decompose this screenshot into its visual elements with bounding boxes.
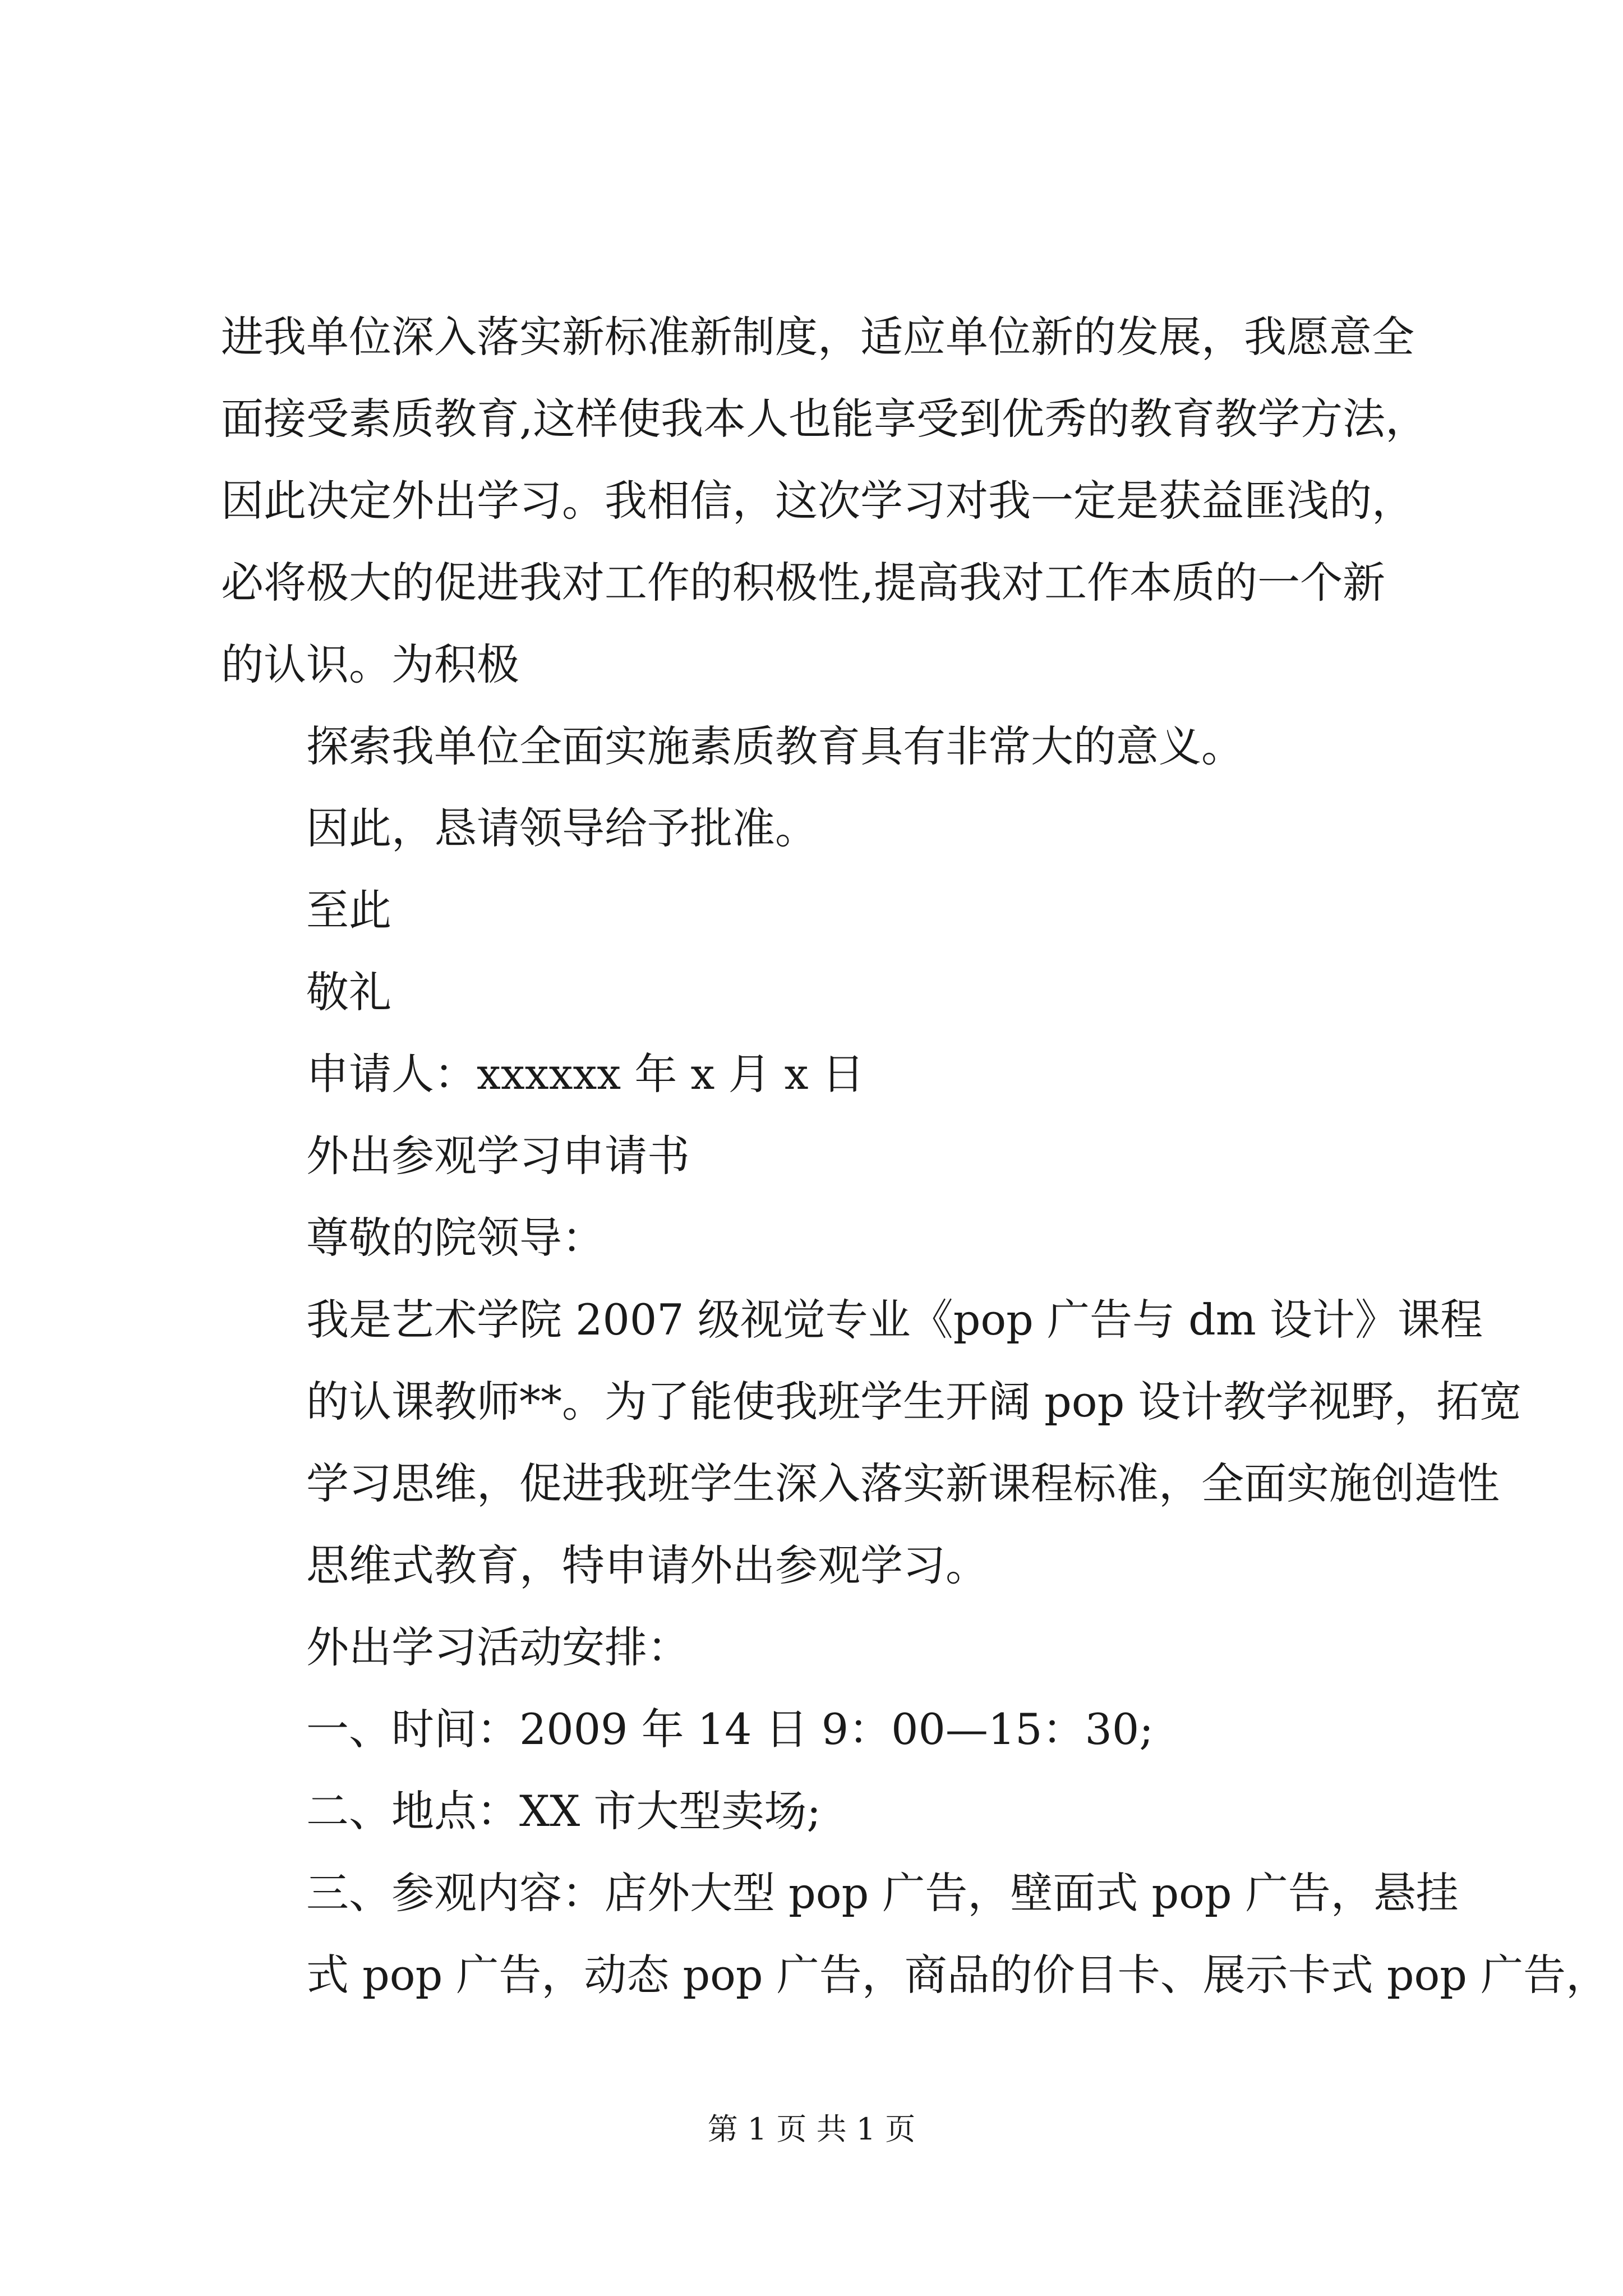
paragraph: [221, 1197, 1477, 1279]
text-line: 因此，恳请领导给予批准。: [306, 803, 818, 853]
text-line: 我是艺术学院 2007 级视觉专业《pop 广告与 dm 设计》课程: [306, 1295, 1483, 1345]
text-line: 三、参观内容：店外大型 pop 广告，壁面式 pop 广告，悬挂: [306, 1868, 1459, 1918]
text-line: 外出参观学习申请书: [306, 1131, 690, 1181]
text-line: 申请人：xxxxxx 年 x 月 x 日: [306, 1049, 865, 1099]
text-line: 至此: [306, 885, 391, 935]
text-line: 的认课教师**。为了能使我班学生开阔 pop 设计教学视野，拓宽: [306, 1377, 1522, 1427]
paragraph: [221, 1688, 1477, 1770]
text-line: 敬礼: [306, 967, 391, 1017]
text-line: 必将极大的促进我对工作的积极性,提高我对工作本质的一个新: [221, 558, 1386, 608]
text-line: 尊敬的院领导：: [306, 1213, 605, 1263]
text-line: 一、时间：2009 年 14 日 9：00—15：30;: [306, 1704, 1154, 1754]
paragraph: [221, 1852, 1609, 2016]
paragraph: [221, 706, 1477, 788]
paragraph: [221, 296, 1477, 706]
text-line: 式 pop 广告，动态 pop 广告，商品的价目卡、展示卡式 pop 广告，: [306, 1950, 1609, 2000]
text-line: 探索我单位全面实施素质教育具有非常大的意义。: [306, 721, 1244, 771]
paragraph: [221, 788, 1477, 869]
text-line: 进我单位深入落实新标准新制度，适应单位新的发展，我愿意全: [221, 312, 1414, 362]
text-line: 外出学习活动安排：: [306, 1622, 690, 1672]
text-line: 学习思维，促进我班学生深入落实新课程标准，全面实施创造性: [306, 1458, 1500, 1508]
paragraph: [221, 869, 1477, 951]
text-line: 面接受素质教育,这样使我本人也能享受到优秀的教育教学方法，: [221, 394, 1428, 444]
paragraph: [221, 951, 1477, 1033]
text-line: 的认识。为积极: [221, 639, 519, 689]
paragraph: [221, 1279, 1522, 1607]
text-line: 二、地点：XX 市大型卖场;: [306, 1786, 821, 1836]
paragraph: [221, 1770, 1477, 1852]
text-line: 思维式教育，特申请外出参观学习。: [306, 1540, 988, 1590]
document-body: [221, 296, 1609, 2016]
text-line: 因此决定外出学习。我相信，这次学习对我一定是获益匪浅的，: [221, 476, 1414, 526]
page-footer: 第 1 页 共 1 页: [707, 2111, 916, 2147]
paragraph: [221, 1115, 1477, 1197]
paragraph: [221, 1607, 1477, 1688]
paragraph: [221, 1033, 1477, 1115]
